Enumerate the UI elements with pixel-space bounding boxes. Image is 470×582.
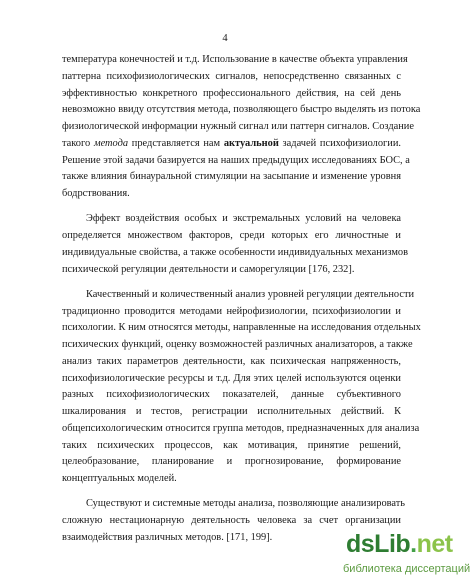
text-line: концептуальных моделей. [62,473,177,484]
text-line: физиологической информации нужный сигнал или паттерн сигналов. Создание [62,121,414,132]
text-line: эффективностью конкретного профессионального действия, на сей день [62,87,401,99]
text-line: психических функций, оценку возможностей различных анализаторов, а также [62,339,413,350]
watermark-logo-net: net [416,530,453,558]
text-line: взаимодействия различных методов. [171, 199]. [62,531,273,543]
text-line [62,136,401,153]
text-line: разных психофизиологических показателей, данные субъективного [62,389,401,401]
text-line: температура конечностей и т.д. Использование в качестве объекта управления [62,54,408,65]
document-body [62,52,421,547]
text-line: Эффект воздействия особых и экстремальных условий на человека [86,213,401,225]
dslib-watermark [343,530,470,582]
text-run: такого [62,137,94,149]
text-line: традиционно проводится методами нейрофизиологии, психофизиологии и [62,305,401,317]
text-line: шкалирования и тестов, регистрации исполнительных действий. К [62,406,401,417]
bold-word: актуальной [223,137,279,149]
text-run: задачей психофизиологии. [278,137,401,149]
text-line: бодрствования. [62,188,130,199]
text-line: Существуют и системные методы анализа, позволяющие анализировать [86,498,406,510]
italic-word: метода [93,137,129,149]
text-line: общепсихологическим относится группа методов, предназначенных для анализа [62,422,420,434]
text-line: целеобразование, планирование и прогнозирование, формирование [62,456,401,468]
text-line: анализ таких параметров деятельности, как психическая напряженность, [62,355,401,367]
watermark-logo-dot: . [410,530,417,558]
watermark-logo [346,530,453,559]
paragraph [62,287,421,488]
watermark-logo-dslib: dsLib [346,530,411,558]
paragraph [62,211,409,278]
text-line: психической регуляции деятельности и саморегуляции [176, 232]. [62,263,355,275]
text-line: паттерна психофизиологических сигналов, непосредственно связанных с [62,70,401,82]
text-line: индивидуальные свойства, а также особенности индивидуальных механизмов [62,246,409,258]
text-line: психологии. К ним относятся методы, направленные на исследования отдельных [62,322,421,334]
text-line: невозможно ввиду отсутствия метода, позволяющего быстро выделять из потока [62,104,421,116]
text-line: психофизиологические ресурсы и т.д. Для этих целей используются оценки [62,372,401,384]
text-line: таких психических процессов, как мотивация, принятие решений, [62,439,401,451]
text-line: также влияния бинауральной стимуляции на засыпание и изменение уровня [62,171,401,183]
text-line: Качественный и количественный анализ уровней регуляции деятельности [86,288,415,300]
page-number: 4 [222,33,228,44]
text-line: Решение этой задачи базируется на наших предыдущих исследованиях БОС, а [62,154,410,166]
paragraph [62,52,421,203]
text-line: сложную нестационарную деятельность человека за счет организации [62,515,401,526]
text-run: представляется нам [128,137,224,149]
watermark-subtitle: библиотека диссертаций [343,563,470,575]
text-line: определяется множеством факторов, среди которых его личностные и [62,230,401,241]
